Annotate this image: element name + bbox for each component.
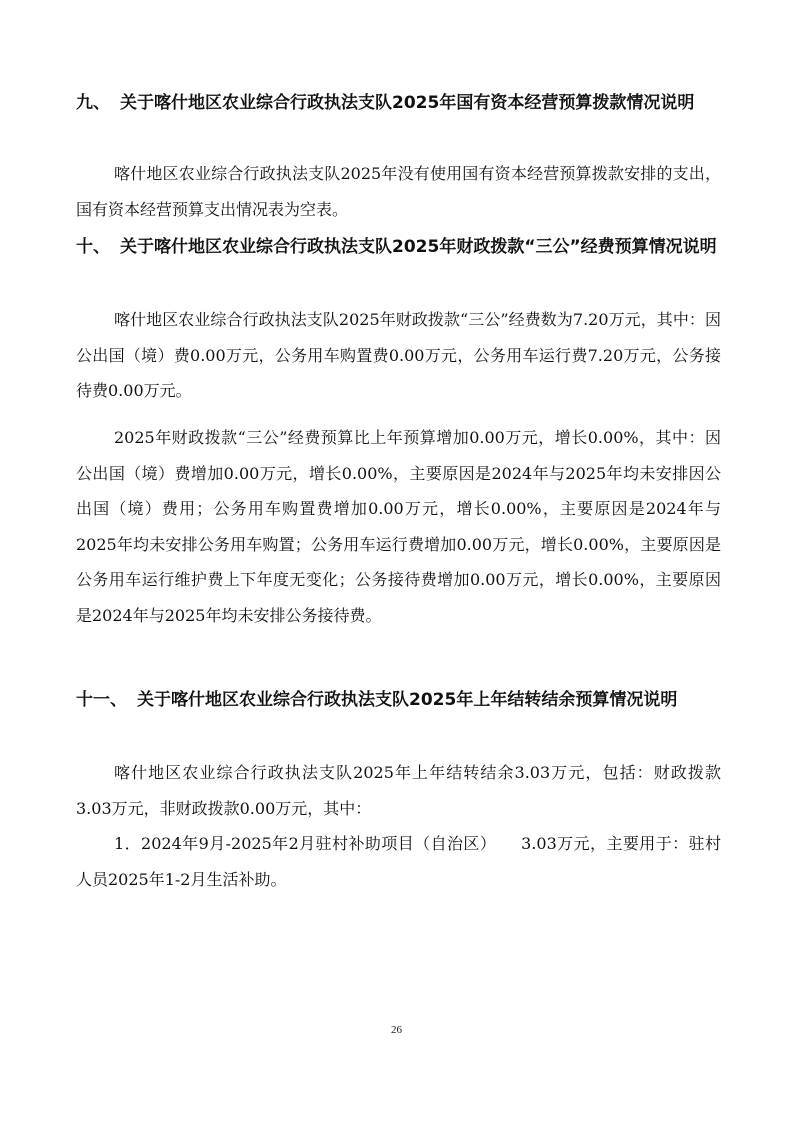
body-paragraph: 喀什地区农业综合行政执法支队2025年没有使用国有资本经营预算拨款安排的支出，国有资本经营预算支出情况表为空表。 (76, 164, 721, 219)
section-heading-10 (76, 230, 726, 264)
section-number: 九、 (76, 93, 110, 113)
body-paragraph: 2025年财政拨款“三公”经费预算比上年预算增加0.00万元，增长0.00%，其中：因公出国（境）费增加0.00万元，增长0.00%，主要原因是2024年与2025年均未安排因公出国（境）费用；公务用车购置费增加0.00万元，增长0.00%，主要原因是2024年与2025年均未安排公务用车购置；公务用车运行费增加0.00万元，增长0.00%，主要原因是公务用车运行维护费上下年度无变化；公务接待费增加0.00万元，增长0.00%，主要原因是2024年与2025年均未安排公务接待费。 (76, 428, 721, 625)
section-heading-9 (76, 86, 726, 120)
body-paragraph: 喀什地区农业综合行政执法支队2025年上年结转结余3.03万元，包括：财政拨款3.03万元，非财政拨款0.00万元，其中： (76, 763, 721, 818)
body-paragraph: 喀什地区农业综合行政执法支队2025年财政拨款“三公”经费数为7.20万元，其中：因公出国（境）费0.00万元，公务用车购置费0.00万元，公务用车运行费7.20万元，公务接待费0.00万元。 (76, 310, 721, 400)
section-number: 十、 (76, 237, 110, 257)
section-title: 关于喀什地区农业综合行政执法支队2025年财政拨款“三公”经费预算情况说明 (120, 237, 717, 257)
section-title: 关于喀什地区农业综合行政执法支队2025年国有资本经营预算拨款情况说明 (120, 93, 695, 113)
section-title: 关于喀什地区农业综合行政执法支队2025年上年结转结余预算情况说明 (137, 690, 678, 710)
section-number: 十一、 (76, 690, 127, 710)
section-heading-11 (76, 683, 726, 717)
page-number: 26 (391, 1024, 402, 1036)
body-paragraph: 1．2024年9月-2025年2月驻村补助项目（自治区） 3.03万元，主要用于：驻村人员2025年1-2月生活补助。 (76, 834, 721, 889)
